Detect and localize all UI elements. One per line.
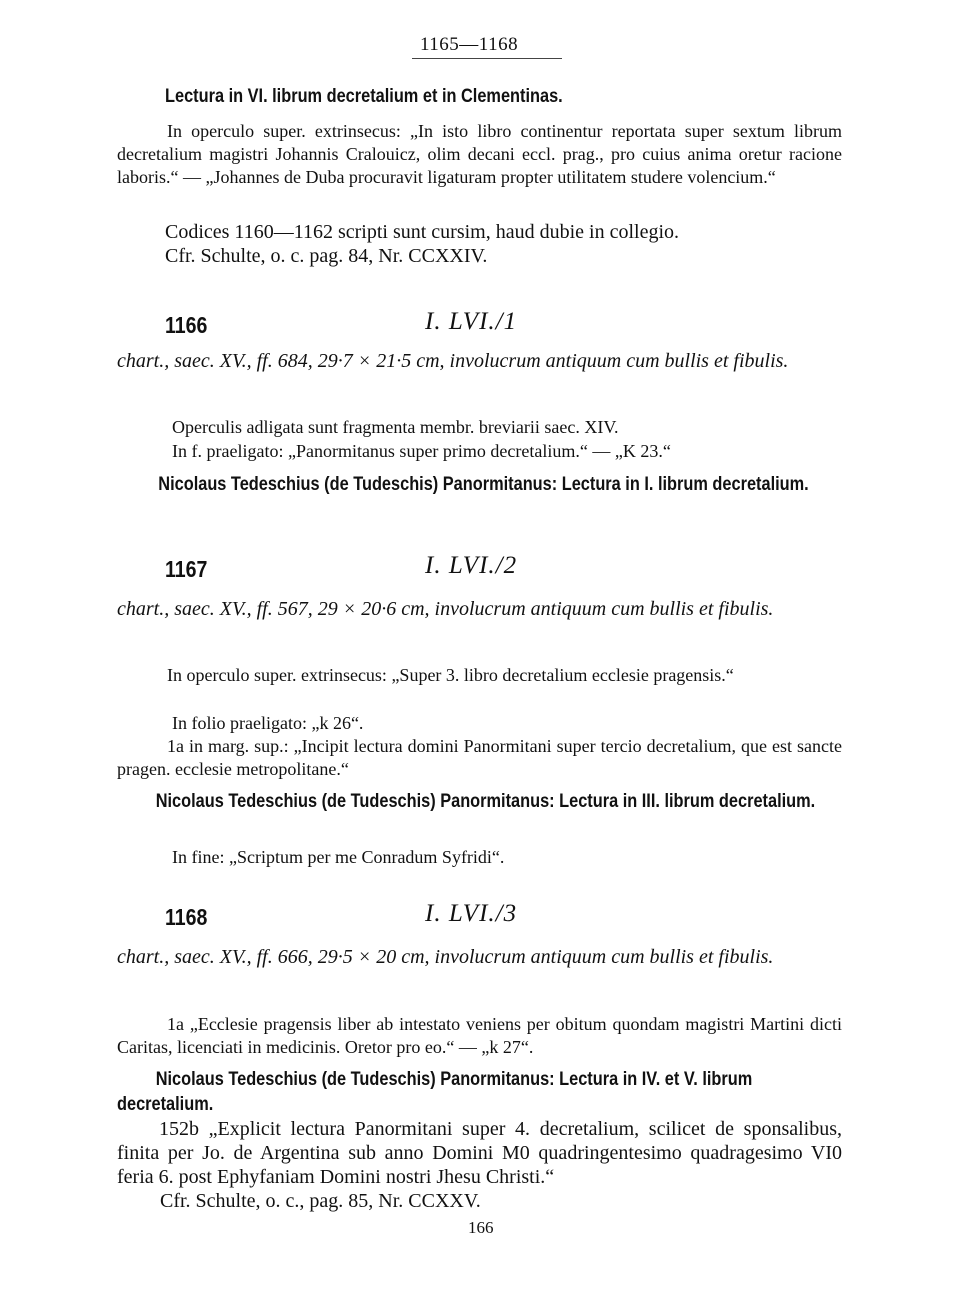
entry-note-1a <box>117 1013 842 1059</box>
entry-title: Nicolaus Tedeschius (de Tudeschis) Panormitanus: Lectura in I. librum decretalium. <box>158 474 809 495</box>
page-number: 166 <box>468 1218 494 1237</box>
entry-cfr: Cfr. Schulte, o. c., pag. 85, Nr. CCXXV. <box>160 1190 481 1212</box>
entry-marg <box>117 735 842 781</box>
entry-folio: In folio praeligato: „k 26“. <box>172 713 364 733</box>
intro-title: Lectura in VI. librum decretalium et in Clementinas. <box>165 86 563 107</box>
entry-note-1a-text: 1a „Ecclesie pragensis liber ab intestato veniens per obitum quondam magistri Martini dicti Caritas, licenciati in medicinis. Oretor pro eo.“ — „k 27“. <box>117 1014 842 1057</box>
entry-operculum-text: In operculo super. extrinsecus: „Super 3. libro decretalium ecclesie pragensis.“ <box>167 665 734 685</box>
entry-note: In f. praeligato: „Panormitanus super primo decretalium.“ — „K 23.“ <box>172 441 671 461</box>
entry-note-152b-text: 152b „Explicit lectura Panormitani super 4. decretalium, scilicet de sponsalibus, finita per Jo. de Argentina sub anno Domini M0 quadringentesimo quadragesimo VI0 feria 6. post Ephyfaniam Domini nostri Jhesu Christi.“ <box>117 1118 842 1188</box>
entry-title: Nicolaus Tedeschius (de Tudeschis) Panormitanus: Lectura in IV. et V. librum decretalium. <box>117 1069 753 1115</box>
entry-number: 1167 <box>165 556 208 582</box>
entry-description: chart., saec. XV., ff. 567, 29 × 20·6 cm, involucrum antiquum cum bullis et fibulis. <box>117 598 774 620</box>
intro-operculum-text: In operculo super. extrinsecus: „In isto libro continentur reportata super sextum librum decretalium magistri Johannis Cralouicz, olim decani eccl. prag., pro cuius anima oretur racione laboris.“ — „Johannes de Duba procuravit ligaturam propter utilitatem studere volencium.“ <box>117 121 842 187</box>
running-head-rule <box>412 58 562 59</box>
intro-codices: Codices 1160—1162 scripti sunt cursim, haud dubie in collegio. <box>165 221 680 243</box>
entry-title: Nicolaus Tedeschius (de Tudeschis) Panormitanus: Lectura in III. librum decretalium. <box>155 791 816 812</box>
entry-note-152b <box>117 1117 842 1189</box>
shelf-signature: I. LVI./3 <box>425 900 518 927</box>
entry-marg-text: 1a in marg. sup.: „Incipit lectura domini Panormitani super tercio decretalium, que est sancte pragen. ecclesie metropolitane.“ <box>117 736 842 779</box>
entry-operculum <box>117 664 842 687</box>
intro-operculum <box>117 120 842 189</box>
running-head: 1165—1168 <box>420 34 519 55</box>
shelf-signature: I. LVI./1 <box>425 308 518 335</box>
shelf-signature: I. LVI./2 <box>425 552 518 579</box>
entry-description: chart., saec. XV., ff. 684, 29·7 × 21·5 cm, involucrum antiquum cum bullis et fibulis. <box>117 350 789 372</box>
entry-number: 1166 <box>165 312 208 338</box>
entry-description: chart., saec. XV., ff. 666, 29·5 × 20 cm, involucrum antiquum cum bullis et fibulis. <box>117 946 774 968</box>
entry-fine: In fine: „Scriptum per me Conradum Syfridi“. <box>172 847 505 867</box>
entry-number: 1168 <box>165 904 208 930</box>
intro-cfr: Cfr. Schulte, o. c. pag. 84, Nr. CCXXIV. <box>165 245 488 267</box>
entry-note: Operculis adligata sunt fragmenta membr. breviarii saec. XIV. <box>172 417 619 437</box>
